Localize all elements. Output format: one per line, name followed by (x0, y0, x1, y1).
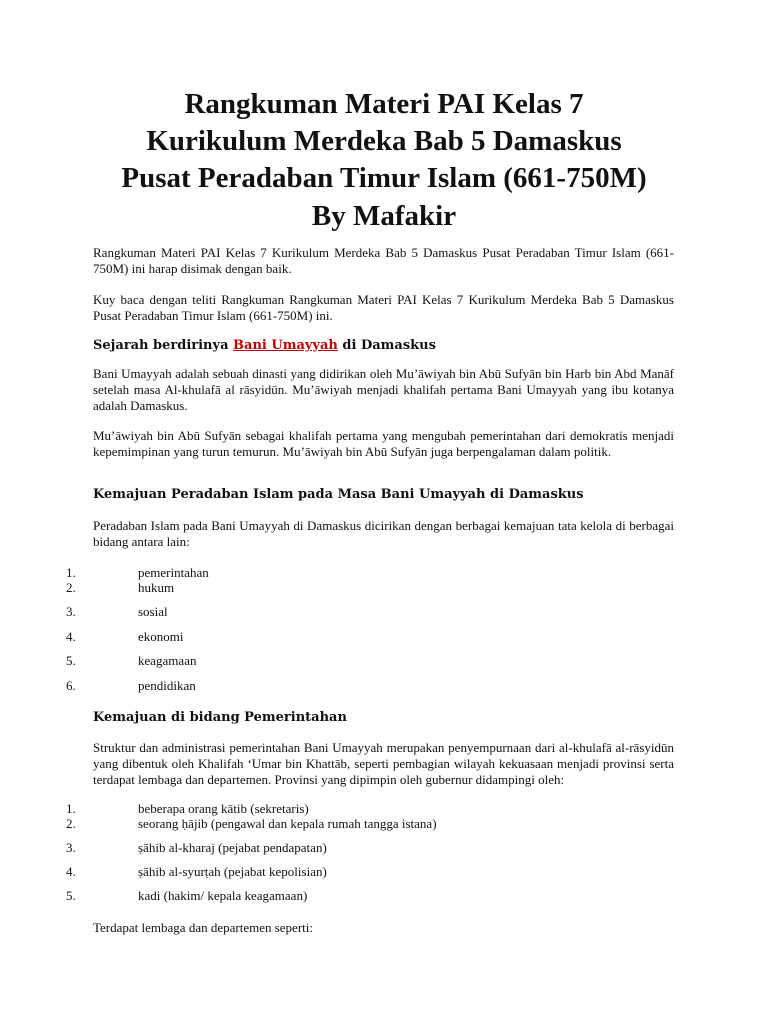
section-heading-kemajuan-peradaban: Kemajuan Peradaban Islam pada Masa Bani Umayyah di Damaskus (93, 487, 584, 502)
sejarah-paragraph-2: Mu’āwiyah bin Abū Sufyān sebagai khalifah pertama yang mengubah pemerintahan dari demokratis menjadi kepemimpinan yang turun temurun. Mu’āwiyah bin Abū Sufyān juga berpengalaman dalam politik. (93, 428, 674, 459)
title-line-3: Pusat Peradaban Timur Islam (661-750M) (121, 162, 647, 194)
heading-text-before: Sejarah berdirinya (93, 338, 234, 353)
byline: By Mafakir (311, 200, 457, 232)
intro-paragraph-1: Rangkuman Materi PAI Kelas 7 Kurikulum Merdeka Bab 5 Damaskus Pusat Peradaban Timur Islam (661-750M) ini harap disimak dengan baik. (93, 245, 674, 276)
title-line-2: Kurikulum Merdeka Bab 5 Damaskus (146, 125, 622, 157)
document-page: Rangkuman Materi PAI Kelas 7 Kurikulum Merdeka Bab 5 Damaskus Pusat Peradaban Timur Islam (661-750M) By Mafakir Rangkuman Materi PAI Kelas 7 Kurikulum Merdeka Bab 5 Damaskus Pusat Peradaban Timur Islam (661-750M) ini harap disimak dengan baik. Kuy baca dengan teliti Rangkuman Rangkuman Materi PAI Kelas 7 Kurikulum Merdeka Bab 5 Damaskus Pusat Peradaban Timur Islam (661-750M) ini. Sejarah berdirinya Bani Umayyah di Damaskus Bani Umayyah adalah sebuah dinasti yang didirikan oleh Mu’āwiyah bin Abū Sufyān bin Harb bin Abd Manāf setelah masa Al-khulafā al rāsyidūn. Mu’āwiyah menjadi khalifah pertama Bani Umayyah yang ibu kotanya adalah Damaskus. Mu’āwiyah bin Abū Sufyān sebagai khalifah pertama yang mengubah pemerintahan dari demokratis menjadi kepemimpinan yang turun temurun. Mu’āwiyah bin Abū Sufyān juga berpengalaman dalam politik. Kemajuan Peradaban Islam pada Masa Bani Umayyah di Damaskus Peradaban Islam pada Bani Umayyah di Damaskus dicirikan dengan berbagai kemajuan tata kelola di berbagai bidang antara lain: 1. pemerintahan 2. hukum 3. sosial 4. ekonomi 5. keagamaan 6. pendidikan Kemajuan di bidang Pemerintahan Struktur dan administrasi pemerintahan Bani Umayyah merupakan penyempurnaan dari al-khulafā al-rāsyidūn yang dibentuk oleh Khalifah ‘Umar bin Khattāb, seperti pembagian wilayah kekuasaan menjadi provinsi serta terdapat lembaga dan departemen. Provinsi yang dipimpin oleh gubernur didampingi oleh: 1. beberapa orang kātib (sekretaris) 2. seorang ḥājib (pengawal dan kepala rumah tangga istana) 3. ṣāhib al-kharaj (pejabat pendapatan) 4. ṣāhib al-syurṭah (pejabat kepolisian) 5. kadi (hakim/ kepala keagamaan) Terdapat lembaga dan departemen seperti: (0, 0, 768, 1024)
section-heading-pemerintahan: Kemajuan di bidang Pemerintahan (93, 710, 347, 725)
pemerintahan-paragraph: Struktur dan administrasi pemerintahan Bani Umayyah merupakan penyempurnaan dari al-khulafā al-rāsyidūn yang dibentuk oleh Khalifah ‘Umar bin Khattāb, seperti pembagian wilayah kekuasaan menjadi provinsi serta terdapat lembaga dan departemen. Provinsi yang dipimpin oleh gubernur didampingi oleh: (93, 740, 674, 787)
bani-umayyah-link[interactable]: Bani Umayyah (233, 338, 338, 353)
heading-text-after: di Damaskus (337, 338, 436, 353)
document-title (60, 86, 708, 197)
lembaga-paragraph: Terdapat lembaga dan departemen seperti: (93, 920, 313, 935)
intro-paragraph-2: Kuy baca dengan teliti Rangkuman Rangkuman Materi PAI Kelas 7 Kurikulum Merdeka Bab 5 Damaskus Pusat Peradaban Timur Islam (661-750M) ini. (93, 292, 674, 323)
title-line-1: Rangkuman Materi PAI Kelas 7 (184, 88, 584, 120)
section-heading-sejarah (93, 338, 674, 354)
sejarah-paragraph-1: Bani Umayyah adalah sebuah dinasti yang didirikan oleh Mu’āwiyah bin Abū Sufyān bin Harb bin Abd Manāf setelah masa Al-khulafā al rāsyidūn. Mu’āwiyah menjadi khalifah pertama Bani Umayyah yang ibu kotanya adalah Damaskus. (93, 366, 674, 413)
kemajuan-paragraph: Peradaban Islam pada Bani Umayyah di Damaskus dicirikan dengan berbagai kemajuan tata kelola di berbagai bidang antara lain: (93, 518, 674, 549)
